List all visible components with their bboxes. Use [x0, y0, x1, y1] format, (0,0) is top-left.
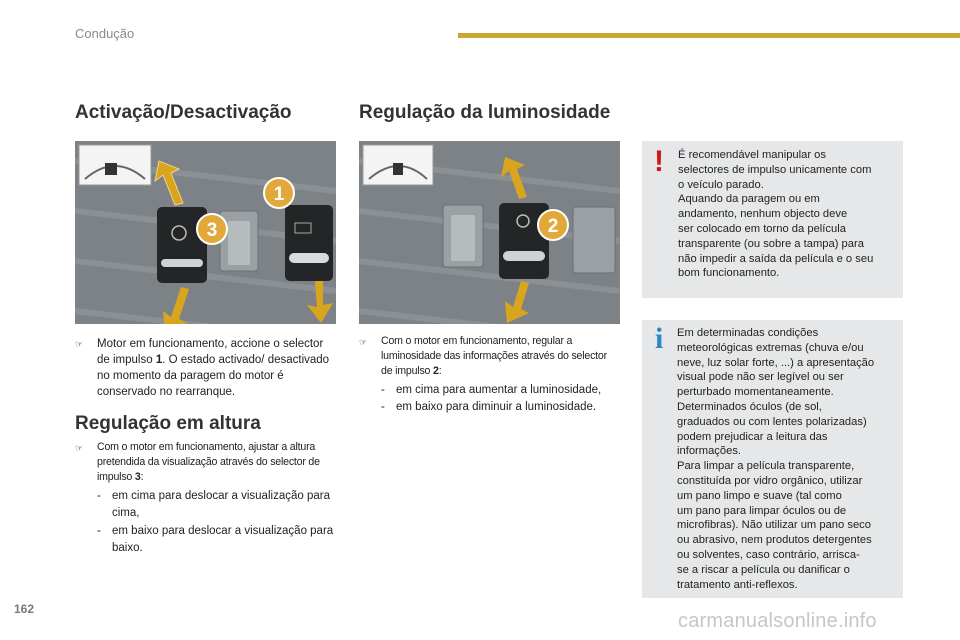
height-items — [97, 488, 337, 557]
photo-activation-controls — [75, 141, 336, 324]
watermark: carmanualsonline.info — [678, 610, 877, 632]
bullet-brightness: ☞ Com o motor em funcionamento, regular a luminosidade das informações através do selector de impulso 2: — [359, 335, 607, 377]
exclamation-icon: ! — [654, 145, 664, 178]
warning-box — [642, 141, 903, 298]
heading-brightness: Regulação da luminosidade — [359, 102, 611, 123]
page-number: 162 — [14, 602, 35, 616]
callout-1: 1 — [273, 184, 285, 205]
photo-brightness-controls — [359, 141, 620, 324]
callout-2: 2 — [547, 216, 559, 237]
brightness-items — [381, 382, 621, 416]
list-item: - em cima para aumentar a luminosidade, — [381, 384, 602, 396]
list-item: - em baixo para diminuir a luminosidade. — [381, 401, 597, 413]
info-icon: i — [655, 322, 664, 355]
pointing-hand-icon: ☞ — [359, 337, 367, 347]
list-item: - em baixo para deslocar a visualização para baixo. — [97, 525, 334, 554]
info-text: Em determinadas condições meteorológicas extremas (chuva e/ou neve, luz solar forte, ...) a apresentação visual pode não ser legível ou ser perturbado momentaneamente. Determinados óculos (de sol, graduados ou com lentes polarizadas) podem prejudicar a leitura das informações. Para limpar a película transparente, constituída por vidro orgânico, utilizar um pano limpo e suave (tal como um pano para limpar óculos ou de microfibras). Não utilizar um pano seco ou abrasivo, nem produtos detergentes ou solventes, caso contrário, arrisca- se a riscar a película ou danificar o tratamento anti-reflexos. — [677, 327, 875, 591]
header-rule — [458, 33, 960, 38]
callout-3: 3 — [206, 220, 218, 241]
info-box — [642, 320, 903, 598]
heading-height: Regulação em altura — [75, 413, 261, 434]
bullet-height: ☞ Com o motor em funcionamento, ajustar a altura pretendida da visualização através do selector de impulso 3: — [75, 441, 320, 483]
warning-text: É recomendável manipular os selectores de impulso unicamente com o veículo parado. Aquando da paragem ou em andamento, nenhum objecto deve ser colocado em torno da película transparente (ou sobre a tampa) para não impedir a saída da película e o seu bom funcionamento. — [678, 149, 874, 280]
heading-activation: Activação/Desactivação — [75, 102, 292, 123]
list-item: - em cima para deslocar a visualização para cima, — [97, 490, 330, 519]
section-title: Condução — [75, 26, 135, 41]
pointing-hand-icon: ☞ — [75, 339, 84, 349]
pointing-hand-icon: ☞ — [75, 443, 83, 453]
bullet-activation: ☞ Motor em funcionamento, accione o selector de impulso 1. O estado activado/ desactivado no momento da paragem do motor é conservado no rearranque. — [75, 338, 330, 398]
